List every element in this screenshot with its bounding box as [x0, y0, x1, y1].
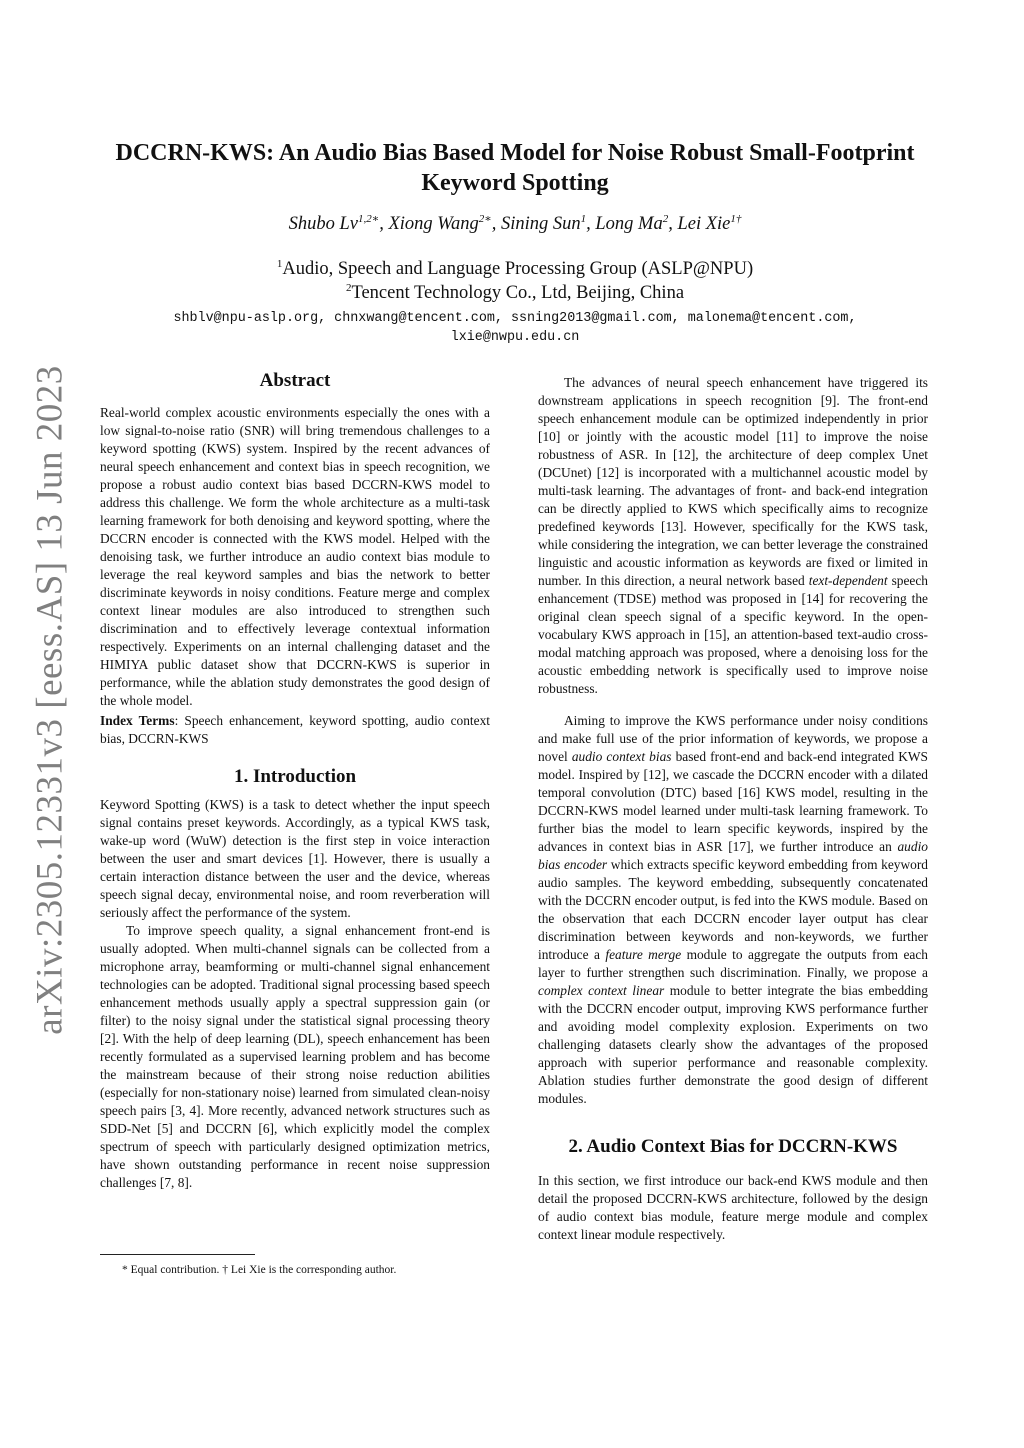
right-column [538, 374, 928, 1244]
intro-paragraph-1: Keyword Spotting (KWS) is a task to detect whether the input speech signal contains preset keywords. Accordingly, as a typical KWS task, wake-up word (WuW) detection is the first step in voice interaction between the user and smart devices [1]. However, there is usually a certain interaction distance between the user and the device, whereas speech signal decay, environmental noise, and room reverberation will seriously affect the performance of the system. [100, 797, 490, 920]
section-2-heading: 2. Audio Context Bias for DCCRN-KWS [568, 1136, 898, 1157]
author-emails [90, 309, 940, 347]
section-2-paragraph-1: In this section, we first introduce our back-end KWS module and then detail the proposed DCCRN-KWS architecture, followed by the design of audio context bias module, feature merge module and complex context linear module respectively. [538, 1173, 928, 1242]
paper-title [90, 138, 940, 198]
author: Xiong Wang$^{2∗}$, [388, 212, 501, 234]
author: Sining Sun$^1$, [500, 212, 596, 234]
footnote-divider [100, 1254, 255, 1255]
author: Lei Xie$^{1\dagger}$ [677, 212, 742, 234]
index-terms: Index Terms: Speech enhancement, keyword spotting, audio context bias, DCCRN-KWS [100, 713, 490, 746]
introduction-heading: 1. Introduction [233, 766, 357, 787]
title-line-1: DCCRN-KWS: An Audio Bias Based Model for Noise Robust Small-Footprint [115, 140, 915, 166]
arxiv-identifier-stamp: arXiv:2305.12331v3 [eess.AS] 13 Jun 2023 [29, 365, 71, 1035]
abstract-text: Real-world complex acoustic environments especially the ones with a low signal-to-noise ratio (SNR) will bring tremendous challenges to a keyword spotting (KWS) system. Inspired by the recent advances of neural speech enhancement and context bias in speech recognition, we propose a robust audio context bias based DCCRN-KWS model to address this challenge. We form the whole architecture as a multi-task learning framework for both denoising and keyword spotting, where the DCCRN encoder is connected with the KWS model. Helped with the denoising task, we further introduce an audio context bias module to leverage the real keyword samples and bias the network to better discriminate keywords in noisy conditions. Feature merge and complex context linear modules are also introduced to strengthen such discrimination and to effectively leverage contextual information respectively. Experiments on an internal challenging dataset and the HIMIYA public dataset show that DCCRN-KWS is superior in performance, while the ablation study demonstrates the good design of the whole model. [100, 405, 490, 708]
affiliations [90, 257, 940, 305]
footnote: * Equal contribution. † Lei Xie is the corresponding author. [122, 1264, 397, 1276]
email-line-1: shblv@npu-aslp.org, chnxwang@tencent.com, ssning2013@gmail.com, malonema@tencent.com, [173, 311, 857, 326]
intro-paragraph-2: To improve speech quality, a signal enhancement front-end is usually adopted. When multi-channel signals can be collected from a microphone array, beamforming or multi-channel signal enhancement technologies can be adopted. Traditional signal processing based speech enhancement methods usually apply a spectral suppression gain (or filter) to the noisy signal under the statistical signal processing theory [2]. With the help of deep learning (DL), speech enhancement has been recently formulated as a supervised learning problem and has become the mainstream because of their strong noise reduction abilities (especially for non-stationary noise) learned from simulated clean-noisy speech pairs [3, 4]. More recently, advanced network structures such as SDD-Net [5] and DCCRN [6], which explicitly model the complex spectrum of speech with particularly designed optimization metrics, have shown outstanding performance in recent noise suppression challenges [7, 8]. [100, 923, 490, 1190]
email-line-2: lxie@nwpu.edu.cn [450, 330, 580, 345]
abstract-heading: Abstract [259, 370, 331, 391]
intro-paragraph-4: Aiming to improve the KWS performance under noisy conditions and make full use of the prior information of keywords, we propose a novel audio context bias based front-end and back-end integrated KWS model. Inspired by [12], we cascade the DCCRN encoder with a dilated temporal convolution (DTC) based [16] KWS model, resulting in the DCCRN-KWS model learned under multi-task learning framework. To further bias the model to learn specific keywords, inspired by the advances in context bias in ASR [17], we further introduce an audio bias encoder which extracts specific keyword embedding from keyword audio samples. The keyword embedding, subsequently concatenated with the DCCRN encoder output, is fed into the KWS module. Based on the observation that each DCCRN encoder layer output has clear discrimination between keywords and non-keywords, we further introduce a feature merge module to aggregate the outputs from each layer to further strengthen such discrimination. Finally, we propose a complex context linear module to better integrate the bias embedding with the DCCRN encoder output, improving KWS performance further and avoiding model complexity explosion. Experiments on two challenging datasets clearly show the advantages of the proposed approach with superior performance and reasonable complexity. Ablation studies further demonstrate the good design of different modules. [538, 713, 928, 1106]
author-list [90, 214, 940, 235]
author: Long Ma$^2$, [595, 212, 678, 234]
left-column [100, 370, 490, 1192]
affiliation-2: $^2$Tencent Technology Co., Ltd, Beijing, China [345, 281, 685, 303]
author: Shubo $Lv^{1,2∗}$, [288, 212, 389, 234]
affiliation-1: $^1$Audio, Speech and Language Processing Group (ASLP@NPU) [276, 257, 754, 279]
intro-paragraph-3: The advances of neural speech enhancement have triggered its downstream applications in speech recognition [9]. The front-end speech enhancement module can be optimized independently in prior [10] or jointly with the acoustic model [11] to improve the noise robustness of ASR. In [12], the architecture of deep complex Unet (DCUnet) [12] is incorporated with a multichannel acoustic model by multi-task learning. The advantages of front- and back-end integration can be directly applied to KWS which specifically aims to recognize predefined keywords [13]. However, specifically for the KWS task, while considering the integration, we can better leverage the constrained linguistic and acoustic information as keywords are fixed or limited in number. In this direction, a neural network based text-dependent speech enhancement (TDSE) method was proposed in [14] for recovering the original clean speech signal of a specific keyword. In the open-vocabulary KWS approach in [15], an attention-based text-audio cross-modal matching approach was proposed, where a denoising loss for the acoustic embedding network is specifically used to improve noise robustness. [538, 375, 928, 696]
title-line-2: Keyword Spotting [421, 170, 609, 196]
